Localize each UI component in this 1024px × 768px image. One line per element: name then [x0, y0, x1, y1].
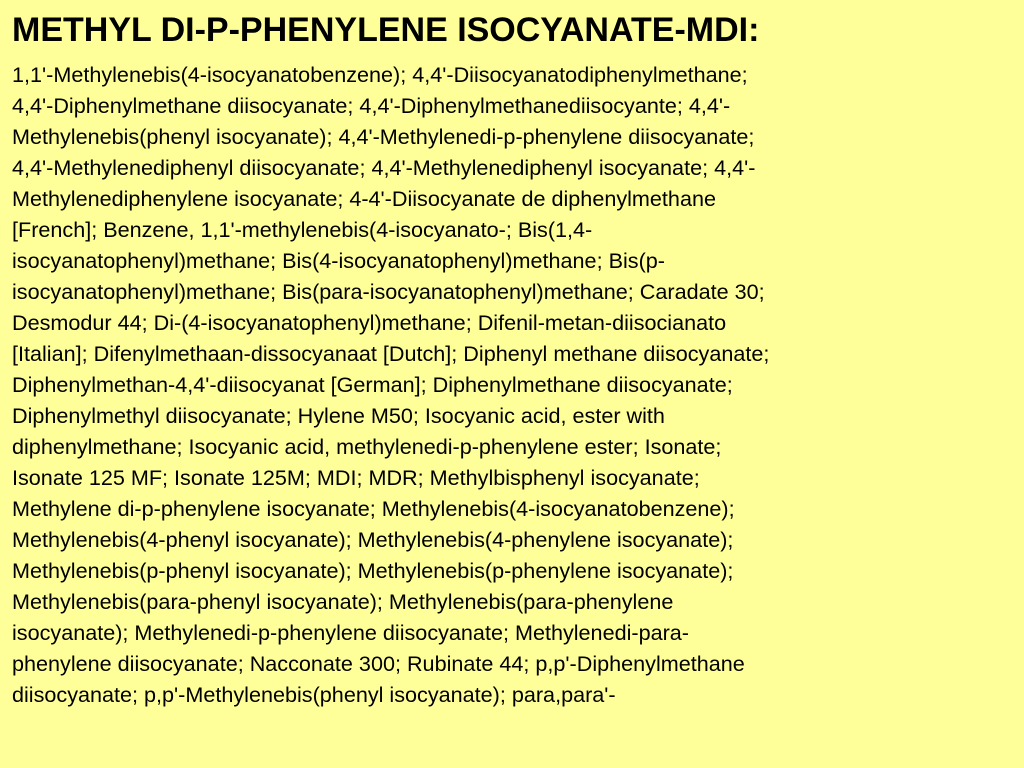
- text-line: isocyanatophenyl)methane; Bis(para-isocyanatophenyl)methane; Caradate 30;: [12, 279, 765, 304]
- text-line: phenylene diisocyanate; Nacconate 300; Rubinate 44; p,p'-Diphenylmethane: [12, 651, 745, 676]
- text-line: Methylenediphenylene isocyanate; 4-4'-Diisocyanate de diphenylmethane: [12, 186, 716, 211]
- text-line: Methylenebis(para-phenyl isocyanate); Methylenebis(para-phenylene: [12, 589, 674, 614]
- text-line: Desmodur 44; Di-(4-isocyanatophenyl)methane; Difenil-metan-diisocianato: [12, 310, 727, 335]
- text-line: [Italian]; Difenylmethaan-dissocyanaat [Dutch]; Diphenyl methane diisocyanate;: [12, 341, 770, 366]
- text-line: isocyanatophenyl)methane; Bis(4-isocyanatophenyl)methane; Bis(p-: [12, 248, 665, 273]
- text-line: 1,1'-Methylenebis(4-isocyanatobenzene); 4,4'-Diisocyanatodiphenylmethane;: [12, 62, 748, 87]
- text-line: Diphenylmethyl diisocyanate; Hylene M50; Isocyanic acid, ester with: [12, 403, 665, 428]
- text-line: Diphenylmethan-4,4'-diisocyanat [German]; Diphenylmethane diisocyanate;: [12, 372, 733, 397]
- text-line: Methylenebis(phenyl isocyanate); 4,4'-Methylenedi-p-phenylene diisocyanate;: [12, 124, 755, 149]
- text-line: Isonate 125 MF; Isonate 125M; MDI; MDR; Methylbisphenyl isocyanate;: [12, 465, 700, 490]
- text-line: diphenylmethane; Isocyanic acid, methylenedi-p-phenylene ester; Isonate;: [12, 434, 722, 459]
- text-line: isocyanate); Methylenedi-p-phenylene diisocyanate; Methylenedi-para-: [12, 620, 689, 645]
- text-line: Methylenebis(4-phenyl isocyanate); Methylenebis(4-phenylene isocyanate);: [12, 527, 734, 552]
- text-line: 4,4'-Diphenylmethane diisocyanate; 4,4'-Diphenylmethanediisocyante; 4,4'-: [12, 93, 731, 118]
- text-line: [French]; Benzene, 1,1'-methylenebis(4-isocyanato-; Bis(1,4-: [12, 217, 593, 242]
- text-line: diisocyanate; p,p'-Methylenebis(phenyl isocyanate); para,para'-: [12, 682, 616, 707]
- text-line: 4,4'-Methylenediphenyl diisocyanate; 4,4'-Methylenediphenyl isocyanate; 4,4'-: [12, 155, 756, 180]
- text-line: Methylenebis(p-phenyl isocyanate); Methylenebis(p-phenylene isocyanate);: [12, 558, 734, 583]
- slide-title: METHYL DI-P-PHENYLENE ISOCYANATE-MDI:: [12, 11, 760, 49]
- synonyms-text: [12, 59, 1016, 710]
- text-line: Methylene di-p-phenylene isocyanate; Methylenebis(4-isocyanatobenzene);: [12, 496, 735, 521]
